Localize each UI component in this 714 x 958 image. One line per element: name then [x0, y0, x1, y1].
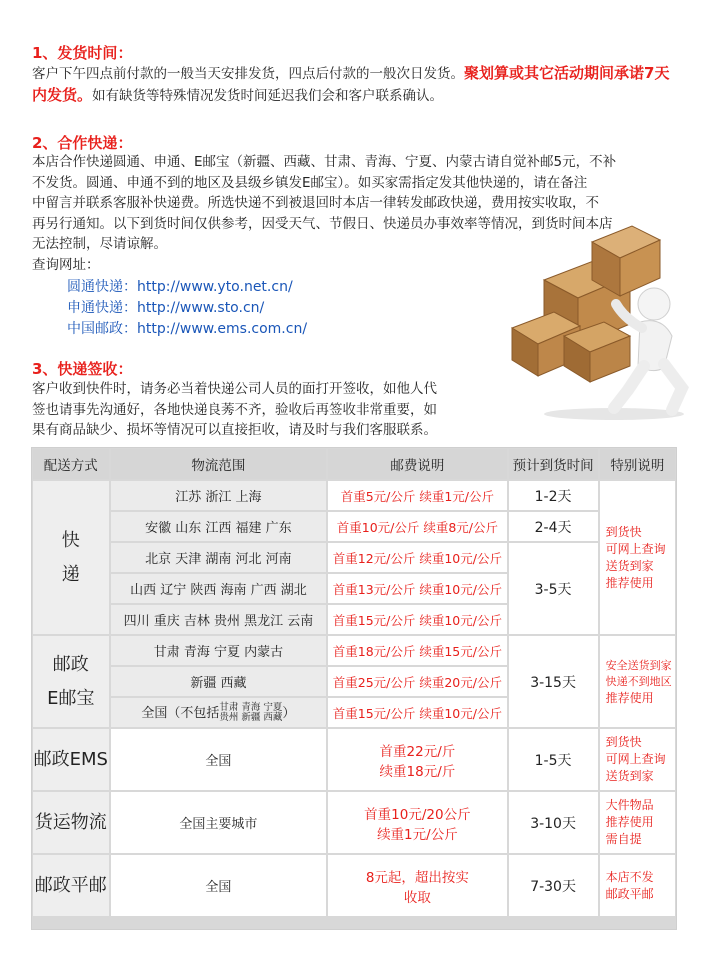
header-method: 配送方式: [33, 449, 109, 479]
scope-cell: 全国主要城市: [111, 792, 327, 853]
price-cell: 首重22元/斤 续重18元/斤: [328, 729, 506, 790]
days-cell: 2-4天: [509, 512, 598, 541]
scope-cell: 江苏 浙江 上海: [111, 481, 327, 510]
shipping-table: [31, 447, 677, 918]
note-ems: 到货快 可网上查询 送货到家: [600, 729, 675, 790]
price-cell: 8元起，超出按实 收取: [328, 855, 506, 916]
note-freight: 大件物品 推荐使用 需自提: [600, 792, 675, 853]
scope-cell: 全国: [111, 855, 327, 916]
header-scope: 物流范围: [111, 449, 327, 479]
method-eyoubao: 邮政 E邮宝: [33, 636, 109, 727]
query-label: 查询网址：: [32, 256, 100, 273]
section2-line: 不发货。圆通、申通不到的地区及县级乡镇发E邮宝）。如买家需指定发其他快递的，请在备注: [32, 174, 588, 191]
scope-cell: 全国（不包括 甘肃 青海 宁夏 贵州 新疆 西藏 ）: [111, 698, 327, 727]
section2-line: 再另行通知。以下到货时间仅供参考，因受天气、节假日、快递员办事效率等情况，到货时间本店: [32, 215, 613, 232]
price-cell: 首重12元/公斤 续重10元/公斤: [328, 543, 506, 572]
table-row: [33, 636, 675, 665]
section2-line: 本店合作快递圆通、申通、E邮宝（新疆、西藏、甘肃、青海、宁夏、内蒙古请自觉补邮5元，不补: [32, 154, 617, 170]
section1-text-red: 聚划算或其它活动期间承诺7天内发货。: [32, 64, 670, 104]
method-post: 邮政平邮: [33, 855, 109, 916]
scope-cell: 全国: [111, 729, 327, 790]
scope-cell: 北京 天津 湖南 河北 河南: [111, 543, 327, 572]
days-cell: 1-5天: [509, 729, 598, 790]
note-eyoubao: 安全送货到家 快递不到地区 推荐使用: [600, 636, 675, 727]
delivery-man-illustration: [504, 218, 704, 423]
price-cell: 首重15元/公斤 续重10元/公斤: [328, 698, 506, 727]
table-row: [33, 543, 675, 572]
table-row: [33, 792, 675, 853]
section1-title: 1、发货时间：: [32, 44, 133, 62]
section2-title: 2、合作快递：: [32, 134, 133, 152]
section2-line: 中留言并联系客服补快递费。所选快递不到被退回时本店一律转发邮政快递，费用按实收取，不: [32, 195, 599, 211]
scope-cell: 山西 辽宁 陕西 海南 广西 湖北: [111, 574, 327, 603]
scope-cell: 甘肃 青海 宁夏 内蒙古: [111, 636, 327, 665]
yto-link[interactable]: 圆通快递：http://www.yto.net.cn/: [67, 279, 293, 295]
days-cell: 1-2天: [509, 481, 598, 510]
price-cell: 首重13元/公斤 续重10元/公斤: [328, 574, 506, 603]
section1-text-a: 客户下午四点前付款的一般当天安排发货，四点后付款的一般次日发货。: [32, 66, 464, 82]
days-cell: 3-5天: [509, 543, 598, 634]
section1-text: [32, 63, 682, 106]
header-days: 预计到货时间: [509, 449, 598, 479]
table-row: [33, 855, 675, 916]
sto-link[interactable]: 申通快递：http://www.sto.cn/: [67, 300, 265, 316]
method-freight: 货运物流: [33, 792, 109, 853]
price-cell: 首重10元/公斤 续重8元/公斤: [328, 512, 506, 541]
scope-cell: 四川 重庆 吉林 贵州 黑龙江 云南: [111, 605, 327, 634]
section3-title: 3、快递签收：: [32, 360, 133, 378]
price-cell: 首重15元/公斤 续重10元/公斤: [328, 605, 506, 634]
price-cell: 首重10元/20公斤 续重1元/公斤: [328, 792, 506, 853]
header-price: 邮费说明: [328, 449, 506, 479]
note-post: 本店不发 邮政平邮: [600, 855, 675, 916]
note-express: 到货快 可网上查询 送货到家 推荐使用: [600, 481, 675, 634]
price-cell: 首重25元/公斤 续重20元/公斤: [328, 667, 506, 696]
table-row: [33, 729, 675, 790]
days-cell: 3-10天: [509, 792, 598, 853]
days-cell: 7-30天: [509, 855, 598, 916]
table-row: [33, 512, 675, 541]
price-cell: 首重18元/公斤 续重15元/公斤: [328, 636, 506, 665]
method-express: 快 递: [33, 481, 109, 634]
table-row: [33, 481, 675, 510]
ems-link[interactable]: 中国邮政：http://www.ems.com.cn/: [67, 321, 308, 337]
header-note: 特别说明: [600, 449, 675, 479]
section3-text: [32, 379, 512, 441]
scope-cell: 安徽 山东 江西 福建 广东: [111, 512, 327, 541]
method-ems: 邮政EMS: [33, 729, 109, 790]
section1-text-b: 如有缺货等特殊情况发货时间延迟我们会和客户联系确认。: [92, 87, 444, 104]
section2-line: 无法控制，尽请谅解。: [32, 236, 167, 252]
price-cell: 首重5元/公斤 续重1元/公斤: [328, 481, 506, 510]
section3-line: 签也请事先沟通好，各地快递良莠不齐，验收后再签收非常重要，如: [32, 401, 437, 418]
days-cell: 3-15天: [509, 636, 598, 727]
scope-cell: 新疆 西藏: [111, 667, 327, 696]
section3-line: 客户收到快件时，请务必当着快递公司人员的面打开签收，如他人代: [32, 381, 437, 397]
section3-line: 果有商品缺少、损坏等情况可以直接拒收，请及时与我们客服联系。: [32, 422, 437, 438]
